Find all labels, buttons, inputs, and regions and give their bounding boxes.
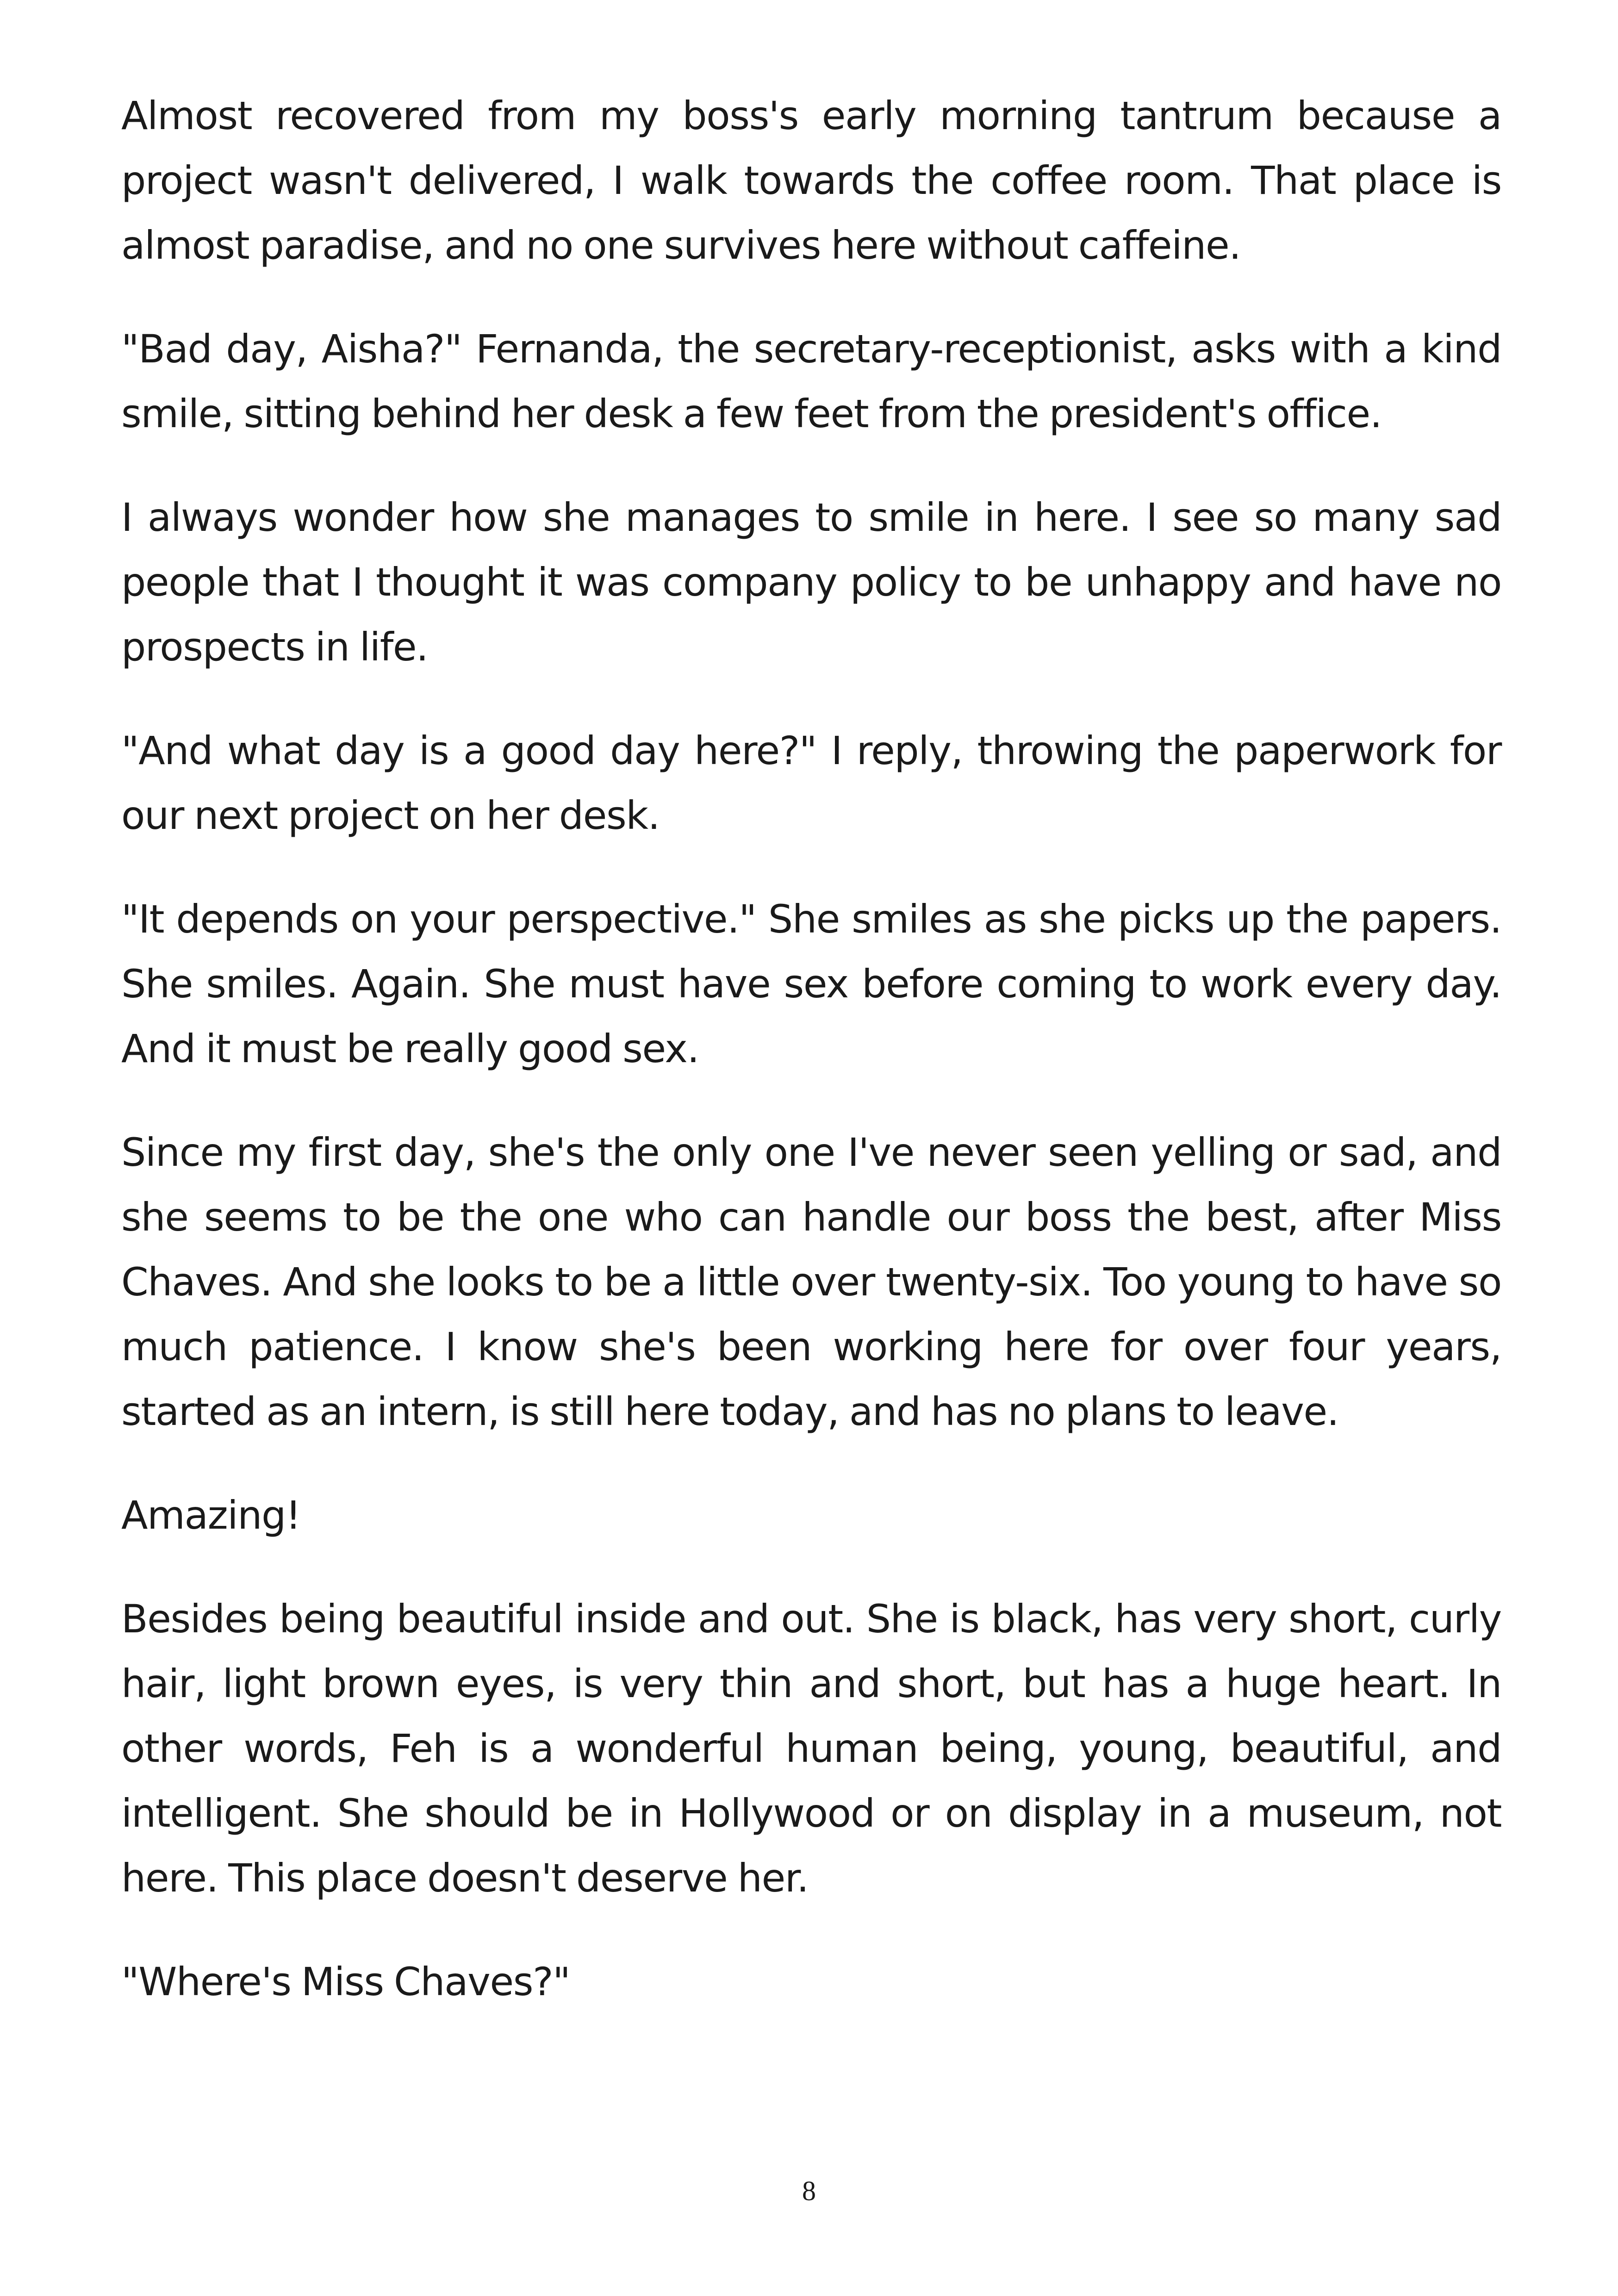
page-number: 8	[802, 2176, 816, 2206]
paragraph: "It depends on your perspective." She smiles as she picks up the papers. She smiles. Again. She must have sex before coming to work every day. And it must be really good sex.	[121, 896, 1501, 1071]
paragraph: Besides being beautiful inside and out. She is black, has very short, curly hair, light brown eyes, is very thin and short, but has a huge heart. In other words, Feh is a wonderful human being, young, beautiful, and intelligent. She should be in Hollywood or on display in a museum, not here. This place doesn't deserve her.	[121, 1596, 1501, 1901]
paragraph: Almost recovered from my boss's early morning tantrum because a project wasn't delivered, I walk towards the coffee room. That place is almost paradise, and no one survives here without caffeine.	[121, 93, 1501, 268]
paragraph: I always wonder how she manages to smile in here. I see so many sad people that I thought it was company policy to be unhappy and have no prospects in life.	[121, 495, 1501, 670]
paragraph: "Bad day, Aisha?" Fernanda, the secretary-receptionist, asks with a kind smile, sitting behind her desk a few feet from the president's office.	[121, 326, 1501, 436]
paragraph: "Where's Miss Chaves?"	[121, 1959, 570, 2004]
paragraph: Amazing!	[121, 1493, 301, 1538]
paragraph: Since my first day, she's the only one I've never seen yelling or sad, and she seems to be the one who can handle our boss the best, after Miss Chaves. And she looks to be a little over twenty-six. Too young to have so much patience. I know she's been working here for over four years, started as an intern, is still here today, and has no plans to leave.	[121, 1130, 1501, 1434]
body-text	[121, 83, 1501, 2053]
paragraph: "And what day is a good day here?" I reply, throwing the paperwork for our next project on her desk.	[121, 728, 1501, 838]
